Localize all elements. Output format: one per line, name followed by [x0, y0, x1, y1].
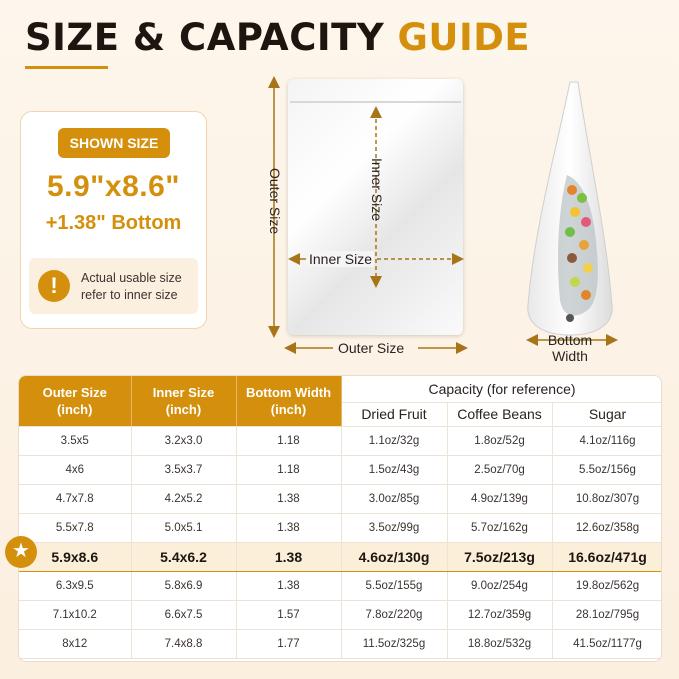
table-row: [19, 513, 662, 542]
outer-size-label-horizontal: Outer Size: [338, 340, 405, 356]
size-capacity-table: [18, 375, 662, 662]
cell-sugar: 4.1oz/116g: [552, 426, 662, 455]
cell-inner: 5.4x6.2: [131, 542, 236, 571]
cell-outer: 5.5x7.8: [19, 513, 131, 542]
cell-sugar: 28.1oz/795g: [552, 600, 662, 629]
cell-dried: 11.5oz/325g: [341, 629, 447, 658]
cell-sugar: 10.8oz/307g: [552, 484, 662, 513]
cell-dried: 3.5oz/99g: [341, 513, 447, 542]
header-coffee-beans: Coffee Beans: [447, 402, 552, 426]
header-bottom-width-label: Bottom Width: [245, 384, 332, 400]
header-bottom-width: [236, 376, 341, 426]
cell-outer: 5.9x8.6: [19, 542, 131, 571]
table-row: [19, 455, 662, 484]
header-bottom-width-unit: (inch): [270, 401, 307, 417]
cell-dried: 5.5oz/155g: [341, 571, 447, 600]
bottom-width-label-line1: Bottom: [547, 332, 593, 348]
cell-inner: 6.6x7.5: [131, 600, 236, 629]
cell-coffee: 4.9oz/139g: [447, 484, 552, 513]
cell-dried: 4.6oz/130g: [341, 542, 447, 571]
header-inner-size-unit: (inch): [165, 401, 202, 417]
cell-dried: 1.1oz/32g: [341, 426, 447, 455]
table-row: [19, 571, 662, 600]
table-row: [19, 426, 662, 455]
cell-outer: 6.3x9.5: [19, 571, 131, 600]
outer-size-label-vertical: Outer Size: [267, 168, 283, 235]
cell-coffee: 5.7oz/162g: [447, 513, 552, 542]
cell-bottom: 1.57: [236, 600, 341, 629]
cell-bottom: 1.38: [236, 513, 341, 542]
cell-coffee: 1.8oz/52g: [447, 426, 552, 455]
cell-inner: 7.4x8.8: [131, 629, 236, 658]
header-capacity: Capacity (for reference): [341, 376, 662, 402]
table-row: [19, 629, 662, 658]
cell-outer: 7.1x10.2: [19, 600, 131, 629]
exclamation-icon: !: [38, 270, 70, 302]
header-outer-size: [19, 376, 131, 426]
cell-sugar: 12.6oz/358g: [552, 513, 662, 542]
header-sugar: Sugar: [552, 402, 662, 426]
header-inner-size: [131, 376, 236, 426]
cell-coffee: 2.5oz/70g: [447, 455, 552, 484]
shown-size-bottom: +1.38" Bottom: [45, 212, 182, 234]
inner-size-label-horizontal: Inner Size: [309, 251, 373, 267]
cell-bottom: 1.18: [236, 455, 341, 484]
table-row-highlighted: [19, 542, 662, 571]
cell-inner: 3.5x3.7: [131, 455, 236, 484]
cell-dried: 3.0oz/85g: [341, 484, 447, 513]
cell-bottom: 1.38: [236, 571, 341, 600]
cell-dried: 7.8oz/220g: [341, 600, 447, 629]
cell-sugar: 16.6oz/471g: [552, 542, 662, 571]
cell-sugar: 5.5oz/156g: [552, 455, 662, 484]
cell-inner: 5.0x5.1: [131, 513, 236, 542]
cell-inner: 4.2x5.2: [131, 484, 236, 513]
shown-size-value: 5.9"x8.6": [46, 170, 181, 203]
cell-bottom: 1.18: [236, 426, 341, 455]
star-icon: ★: [5, 536, 37, 568]
table-row: [19, 600, 662, 629]
table-row: [19, 484, 662, 513]
cell-sugar: 19.8oz/562g: [552, 571, 662, 600]
bottom-width-label: [525, 332, 615, 364]
cell-sugar: 41.5oz/1177g: [552, 629, 662, 658]
bottom-width-label-line2: Width: [552, 348, 588, 364]
shown-size-badge: SHOWN SIZE: [58, 128, 170, 158]
cell-outer: 8x12: [19, 629, 131, 658]
cell-coffee: 18.8oz/532g: [447, 629, 552, 658]
cell-inner: 3.2x3.0: [131, 426, 236, 455]
cell-bottom: 1.77: [236, 629, 341, 658]
cell-outer: 4x6: [19, 455, 131, 484]
header-dried-fruit: Dried Fruit: [341, 402, 447, 426]
title-main: SIZE & CAPACITY: [25, 16, 398, 59]
cell-coffee: 9.0oz/254g: [447, 571, 552, 600]
header-inner-size-label: Inner Size: [152, 384, 215, 400]
cell-coffee: 12.7oz/359g: [447, 600, 552, 629]
cell-bottom: 1.38: [236, 484, 341, 513]
cell-outer: 3.5x5: [19, 426, 131, 455]
inner-size-label-vertical: Inner Size: [369, 158, 385, 222]
header-outer-size-unit: (inch): [57, 401, 93, 417]
cell-outer: 4.7x7.8: [19, 484, 131, 513]
cell-dried: 1.5oz/43g: [341, 455, 447, 484]
usable-size-note-text: Actual usable size refer to inner size: [81, 271, 182, 302]
bag-side-image: [528, 82, 612, 335]
cell-inner: 5.8x6.9: [131, 571, 236, 600]
header-outer-size-label: Outer Size: [42, 384, 107, 400]
cell-coffee: 7.5oz/213g: [447, 542, 552, 571]
title-accent: GUIDE: [397, 16, 531, 59]
cell-bottom: 1.38: [236, 542, 341, 571]
